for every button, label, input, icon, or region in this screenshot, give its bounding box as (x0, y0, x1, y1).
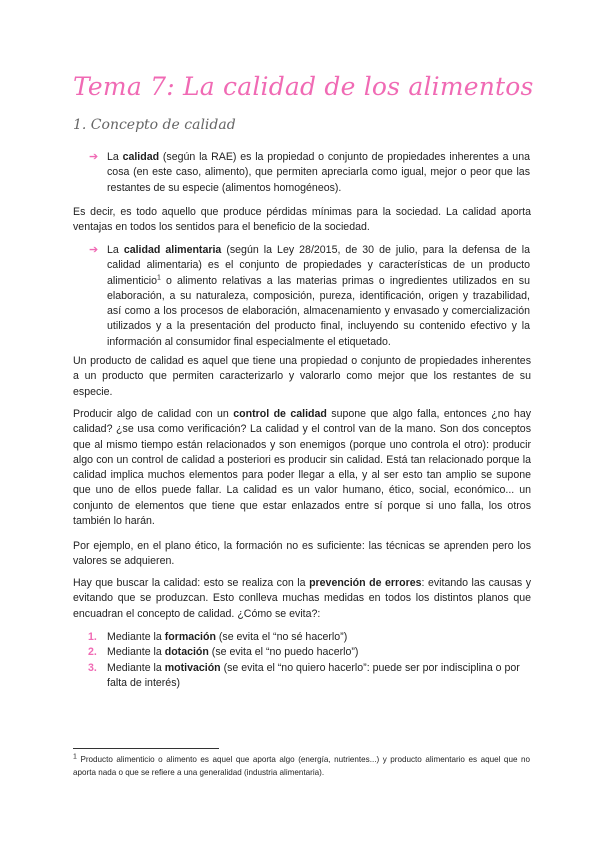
paragraph (73, 576, 531, 622)
footnote-ref: 1 (157, 274, 161, 282)
arrow-right-icon: ➔ (89, 151, 99, 163)
paragraph-text: Producir algo de calidad con un (73, 408, 234, 420)
list-term: motivación (164, 661, 221, 674)
section-heading: 1. Concepto de calidad (73, 117, 236, 133)
term-prevencion-de-errores: prevención de errores (309, 577, 422, 589)
paragraph: Un producto de calidad es aquel que tiene una propiedad o conjunto de propiedades inherentes a un producto que permiten caracterizarlo y valorarlo como mejor que los restantes de su especie. (73, 355, 531, 398)
footnote (73, 753, 530, 779)
list-text: Mediante la (107, 646, 165, 659)
footnote-text: Producto alimenticio o alimento es aquel que aporta algo (energía, nutrientes...) y producto alimentario es aquel que no aporta nada o que se refiere a una generalidad (industria alimentaria). (73, 755, 530, 777)
numbered-list (88, 630, 530, 691)
list-item (88, 661, 530, 692)
list-number: 2. (88, 646, 97, 659)
page-title: Tema 7: La calidad de los alimentos (73, 72, 534, 101)
list-item (88, 630, 530, 645)
list-text: (se evita el “no puedo hacerlo”) (208, 646, 359, 659)
term-calidad-alimentaria: calidad alimentaria (123, 244, 222, 256)
arrow-right-icon: ➔ (89, 244, 99, 256)
footnote-divider (73, 748, 219, 749)
list-number: 1. (88, 631, 97, 643)
paragraph (73, 407, 531, 529)
list-term: formación (164, 631, 216, 643)
bullet-text: (según la Ley 28/2015, de 30 de julio, para la defensa de la calidad alimentaria) es el conjunto de propiedades y características de un producto alimenticio (107, 244, 531, 287)
list-text: Mediante la (107, 661, 165, 674)
term-control-de-calidad: control de calidad (233, 408, 327, 420)
list-number: 3. (88, 661, 97, 674)
bullet-calidad: La calidad (según la RAE) es la propiedad o conjunto de propiedades inherentes a una cosa (en este caso, alimento), que permiten apreciarla como igual, mejor o peor que las restantes de su especie (alimentos homogéneos). (107, 151, 530, 194)
term-calidad: calidad (122, 151, 160, 163)
paragraph: Es decir, es todo aquello que produce pérdidas mínimas para la sociedad. La calidad aporta ventajas en todos los sentidos para el beneficio de la sociedad. (73, 206, 531, 234)
list-item (88, 645, 530, 660)
paragraph-text: supone que algo falla, entonces ¿no hay calidad? ¿se usa como verificación? La calidad y el control van de la mano. Son dos conceptos que al mismo tiempo están relacionados y son enemigos (porque uno controla el otro): producir algo con un control de calidad a posteriori es producir sin calidad. Está tan relacionado porque la calidad implica muchos elementos para poder llegar a ella, y al ser esto tan amplio se supone que uno de ellos puede fallar. La calidad es un valor humano, ético, social, económico... un conjunto de elementos que tiene que estar enlazados entre sí porque si uno falla, los otros también lo harán. (73, 408, 532, 528)
list-text: Mediante la (107, 631, 165, 643)
bullet-text: o alimento relativas a las materias primas o ingredientes utilizados en su elaboración, a su naturaleza, composición, pureza, identificación, origen y trazabilidad, así como a los procesos de elaboración, almacenamiento y envasado y comercialización utilizados y a la presentación del producto final, incluyendo su contenido efectivo y la información al consumidor final especialmente el etiquetado. (107, 274, 530, 348)
bullet-calidad-alimentaria: La calidad alimentaria (según la Ley 28/2015, de 30 de julio, para la defensa de la calidad alimentaria) es el conjunto de propiedades y características de un producto alimenticio$^1$ o alimento relativas a las materias primas o ingredientes utilizados en su elaboración, a su naturaleza, composición, pureza, identificación, origen y trazabilidad, así como a los procesos de elaboración, almacenamiento y envasado y comercialización utilizados y a la presentación del producto final, incluyendo su contenido efectivo y la información al consumidor final especialmente el etiquetado. (107, 244, 531, 348)
list-text: (se evita el “no sé hacerlo”) (215, 631, 348, 643)
list-text: (se evita el “no quiero hacerlo”: puede ser por indisciplina o por falta de interés) (107, 661, 520, 689)
footnote-number: 1 (73, 753, 77, 761)
list-term: dotación (164, 646, 209, 659)
paragraph: Por ejemplo, en el plano ético, la formación no es suficiente: las técnicas se aprenden pero los valores se adquieren. (73, 540, 531, 568)
paragraph-text: Hay que buscar la calidad: esto se realiza con la (73, 577, 310, 589)
bullet-text: (según la RAE) es la propiedad o conjunto de propiedades inherentes a una cosa (en este caso, alimento), que permiten apreciarla como igual, mejor o peor que las restantes de su especie (alimentos homogéneos). (107, 151, 530, 194)
paragraph-text: : evitando las causas y evitando que se produzcan. Esto conlleva muchas medidas en todos los distintos planos que encuadran el concepto de calidad. ¿Cómo se evita?: (73, 577, 532, 620)
